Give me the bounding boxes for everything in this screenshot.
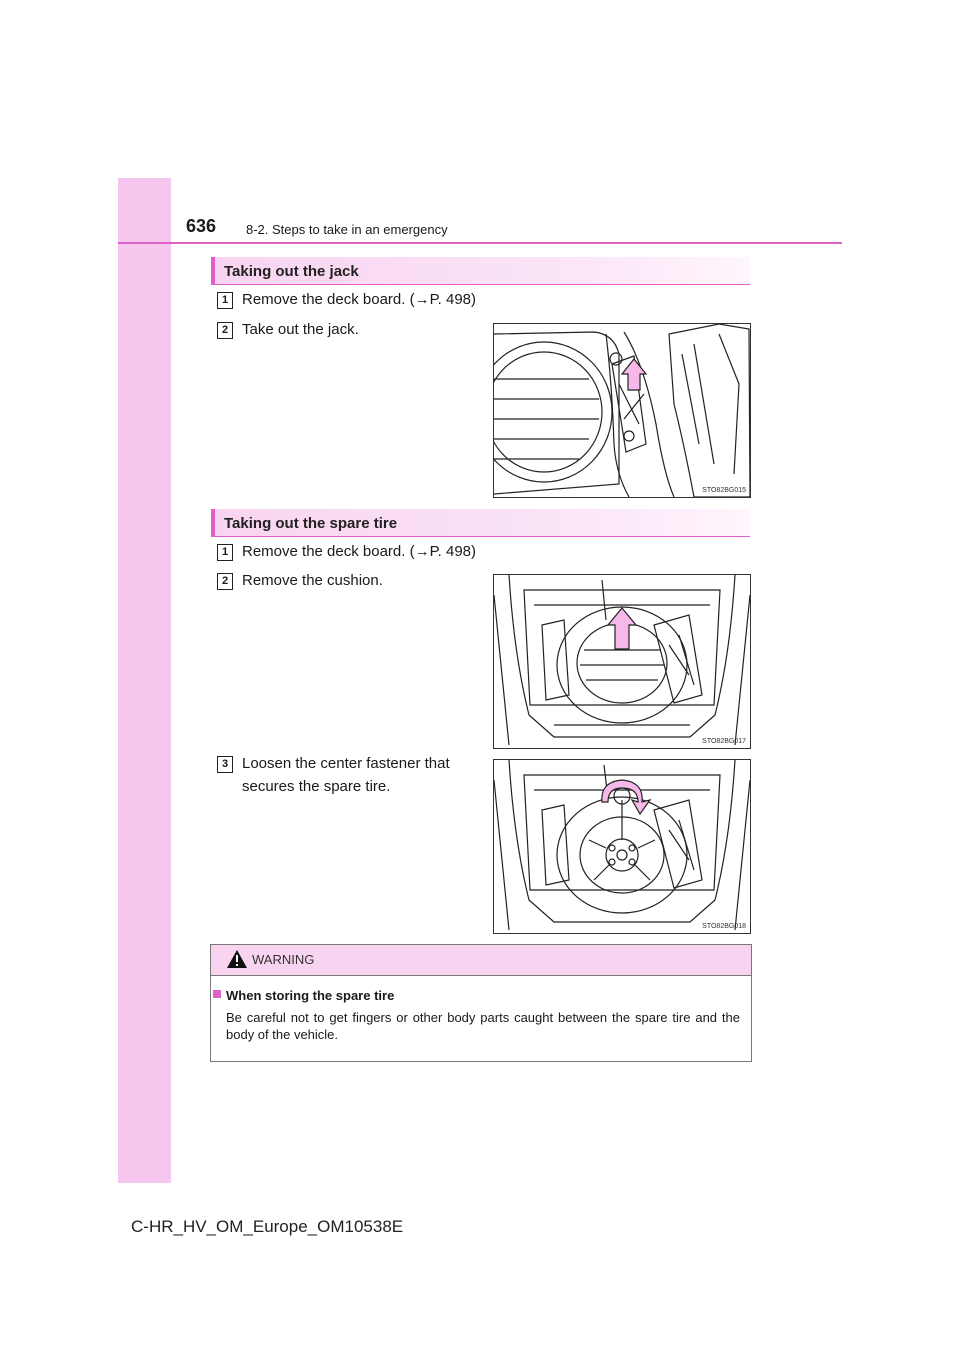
jack-compartment-illustration — [493, 323, 751, 498]
fastener-loosen-drawing — [494, 760, 750, 933]
step-number-badge: 3 — [217, 756, 233, 773]
heading-accent — [211, 509, 215, 536]
step-number-badge: 1 — [217, 292, 233, 309]
figure-code: STO82BG018 — [702, 923, 746, 930]
spare-tire-section-heading-text: Taking out the spare tire — [224, 515, 398, 532]
jack-section-heading — [211, 257, 750, 285]
side-tab-strip — [118, 178, 171, 1183]
step-number-badge: 1 — [217, 544, 233, 561]
warning-label: WARNING — [252, 952, 315, 967]
cushion-removal-drawing — [494, 575, 750, 748]
page-number: 636 — [186, 216, 217, 236]
step-text: Loosen the center fastener that secures the spare tire. — [242, 755, 450, 795]
jack-compartment-drawing — [494, 324, 750, 497]
figure-code: STO82BG015 — [702, 487, 746, 494]
spare-tire-section-heading — [211, 509, 750, 537]
up-arrow-icon — [622, 359, 646, 390]
cushion-removal-illustration — [493, 574, 751, 749]
warning-subheading: When storing the spare tire — [226, 988, 395, 1003]
step-text: Remove the deck board. (→P. 498) — [242, 543, 477, 560]
step-text: Remove the cushion. — [242, 572, 383, 589]
warning-triangle-icon — [227, 950, 247, 968]
step-number-badge: 2 — [217, 573, 233, 590]
heading-accent — [211, 257, 215, 284]
step-text: Remove the deck board. (→P. 498) — [242, 291, 477, 308]
header-rule — [118, 242, 842, 244]
step-text: Take out the jack. — [242, 321, 359, 338]
up-arrow-icon — [608, 608, 636, 649]
warning-body: Be careful not to get fingers or other body parts caught between the spare tire and the body of the vehicle. — [226, 1010, 740, 1042]
document-code: C-HR_HV_OM_Europe_OM10538E — [131, 1217, 404, 1236]
jack-section-heading-text: Taking out the jack — [224, 263, 359, 280]
figure-code: STO82BG017 — [702, 738, 746, 745]
step-number-badge: 2 — [217, 322, 233, 339]
warning-bullet-marker — [213, 990, 221, 998]
section-title: 8-2. Steps to take in an emergency — [246, 222, 448, 237]
fastener-loosen-illustration — [493, 759, 751, 934]
